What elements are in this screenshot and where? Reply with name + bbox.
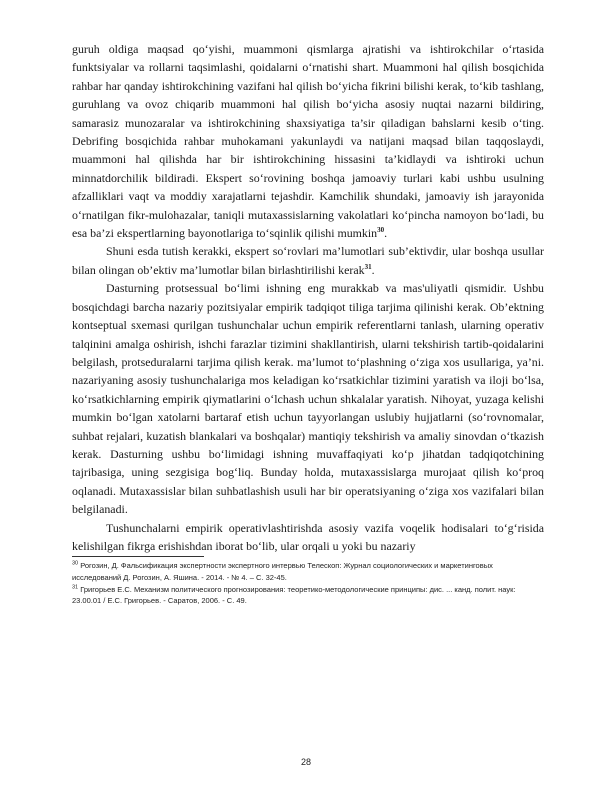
document-page bbox=[72, 40, 544, 607]
footnote-31 bbox=[72, 584, 544, 607]
footnote-mark: 31 bbox=[72, 584, 79, 591]
footnote-ref-31[interactable]: 31 bbox=[364, 262, 372, 271]
footnote-mark: 30 bbox=[72, 560, 79, 567]
body-text bbox=[72, 40, 544, 555]
footnote-30 bbox=[72, 560, 544, 583]
footnote-ref-30[interactable]: 30 bbox=[377, 226, 385, 235]
page-number: 28 bbox=[300, 757, 311, 767]
footnote-text: Рогозин, Д. Фальсификация экспертности экспертного интервью Телескоп: Журнал социологических и маркетинговых исследований Д. Рогозин, А. Яшина. - 2014. - № 4. – С. 32-45. bbox=[72, 561, 493, 582]
paragraph-1: guruh oldiga maqsad qo‘yishi, muammoni qismlarga ajratishi va ishtirokchilar o‘rtasida funktsiyalar va rollarni taqsimlashi, qoidalarni o‘rnatishi shart. Muammoni hal qilish bosqichida rahbar har qanday ishtirokchining vazifani hal qilish bo‘yicha fikrini bilishi kerak, to‘kib tashlang, guruhlang va ovoz chiqarib muammoni hal qilish bo‘yicha asosiy nuqtai nazarni bildiring, samarasiz munozaralar va ishtirokchining shaxsiyatiga ta’sir qiladigan bahslarni kesib o‘ting. Debrifing bosqichida rahbar muhokamani yakunlaydi va natijani maqsad bilan taqqoslaydi, muammoni hal qilishda har bir ishtirokchining hissasini ta’kidlaydi va ishtiroki uchun minnatdorchilik bildiradi. Ekspert so‘rovining boshqa jamoaviy turlari kabi ushbu usulning afzalliklari vaqt va moddiy xarajatlarni tejashdir. Kamchilik shundaki, jamoaviy ish jarayonida o‘rnatilgan fikr-mulohazalar, taniqli mutaxassislarning vakolatlari ko‘pincha namoyon bo‘ladi, bu esa ba’zi ekspertlarning bayonotlariga to‘sqinlik qilishi mumkin$^{30}$. bbox=[72, 42, 544, 241]
paragraph-3: Dasturning protsessual bo‘limi ishning eng murakkab va mas'uliyatli qismidir. Ushbu bosqichdagi barcha nazariy pozitsiyalar empirik tadqiqot tiliga tarjima qilinishi kerak. Ob’ektning kontseptual sxemasi qurilgan tushunchalar uchun empirik referentlarni tanlash, ularning operativ talqinini amalga oshirish, ishchi farazlar tizimini shakllantirish, ularni tekshirish tartib-qoidalarini belgilash, protseduralarni tarjima qilish kerak. ma’lumot to‘plashning o‘ziga xos usullariga, ya’ni. nazariyaning asosiy tushunchalariga mos keladigan ko‘rsatkichlar tizimini yaratish va iloji bo‘lsa, ko‘rsatkichlarning empirik qiymatlarini o‘lchash uchun shkalalar yaratish. Nihoyat, yuzaga kelishi mumkin bo‘lgan xatolarni bartaraf etish uchun tayyorlangan uslubiy hujjatlarni (so‘rovnomalar, suhbat rejalari, kuzatish blankalari va boshqalar) mantiqiy tekshirish va amaliy sinovdan o‘tkazish kerak. Dasturning ushbu bo‘limidagi ishning muvaffaqiyati ko‘p jihatdan tadqiqotchining tajribasiga, uning sezgisiga bog‘liq. Bunday holda, mutaxassislarga murojaat qilish ko‘proq oqlanadi. Mutaxassislar bilan suhbatlashish usuli har bir operatsiyaning o‘ziga xos vazifalari bilan belgilanadi. bbox=[72, 281, 544, 517]
footnote-divider bbox=[72, 556, 204, 557]
paragraph-2: Shuni esda tutish kerakki, ekspert so‘rovlari ma’lumotlari sub’ektivdir, ular boshqa usullar bilan olingan ob’ektiv ma’lumotlar bilan birlashtirilishi kerak$^{31}$. bbox=[72, 244, 544, 277]
footnotes bbox=[72, 560, 544, 606]
footnote-text: Григорьев Е.С. Механизм политического прогнозирования: теоретико-методологические принципы: дис. ... канд. полит. наук: 23.00.01 / Е.С. Григорьев. - Саратов, 2006. - С. 49. bbox=[72, 584, 516, 606]
paragraph-4: Tushunchalarni empirik operativlashtirishda asosiy vazifa voqelik hodisalari to‘g‘risida kelishilgan fikrga erishishdan iborat bo‘lib, ular orqali u yoki bu nazariy bbox=[72, 520, 544, 553]
